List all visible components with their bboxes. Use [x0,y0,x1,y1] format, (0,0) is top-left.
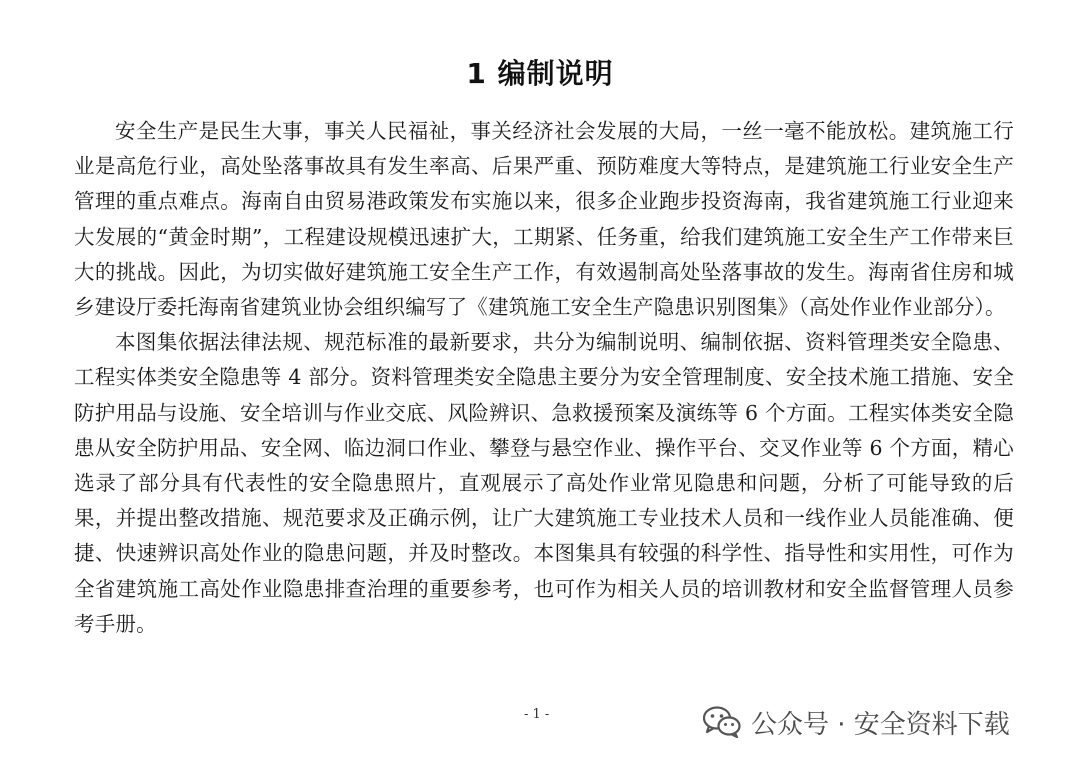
watermark [703,700,1010,744]
body-text [74,114,1014,642]
page-title: 1 编制说明 [466,57,614,90]
watermark-text: 公众号 · 安全资料下载 [751,709,1010,740]
page-number: - 1 - [524,707,550,722]
wechat-icon [703,706,741,738]
paragraph-2: 本图集依据法律法规、规范标准的最新要求，共分为编制说明、编制依据、资料管理类安全隐患、工程实体类安全隐患等 4 部分。资料管理类安全隐患主要分为安全管理制度、安全技术施工措施、安全防护用品与设施、安全培训与作业交底、风险辨识、急救援预案及演练等 6 个方面。工程实体类安全隐患从安全防护用品、安全网、临边洞口作业、攀登与悬空作业、操作平台、交叉作业等 6 个方面，精心选录了部分具有代表性的安全隐患照片，直观展示了高处作业常见隐患和问题，分析了可能导致的后果，并提出整改措施、规范要求及正确示例，让广大建筑施工专业技术人员和一线作业人员能准确、便捷、快速辨识高处作业的隐患问题，并及时整改。本图集具有较强的科学性、指导性和实用性，可作为全省建筑施工高处作业隐患排查治理的重要参考，也可作为相关人员的培训教材和安全监督管理人员参考手册。 [74,330,1014,636]
paragraph-1: 安全生产是民生大事，事关人民福祉，事关经济社会发展的大局，一丝一毫不能放松。建筑施工行业是高危行业，高处坠落事故具有发生率高、后果严重、预防难度大等特点，是建筑施工行业安全生产管理的重点难点。海南自由贸易港政策发布实施以来，很多企业跑步投资海南，我省建筑施工行业迎来大发展的“黄金时期”，工程建设规模迅速扩大，工期紧、任务重，给我们建筑施工安全生产工作带来巨大的挑战。因此，为切实做好建筑施工安全生产工作，有效遏制高处坠落事故的发生。海南省住房和城乡建设厅委托海南省建筑业协会组织编写了《建筑施工安全生产隐患识别图集》（高处作业作业部分）。 [74,119,1014,320]
